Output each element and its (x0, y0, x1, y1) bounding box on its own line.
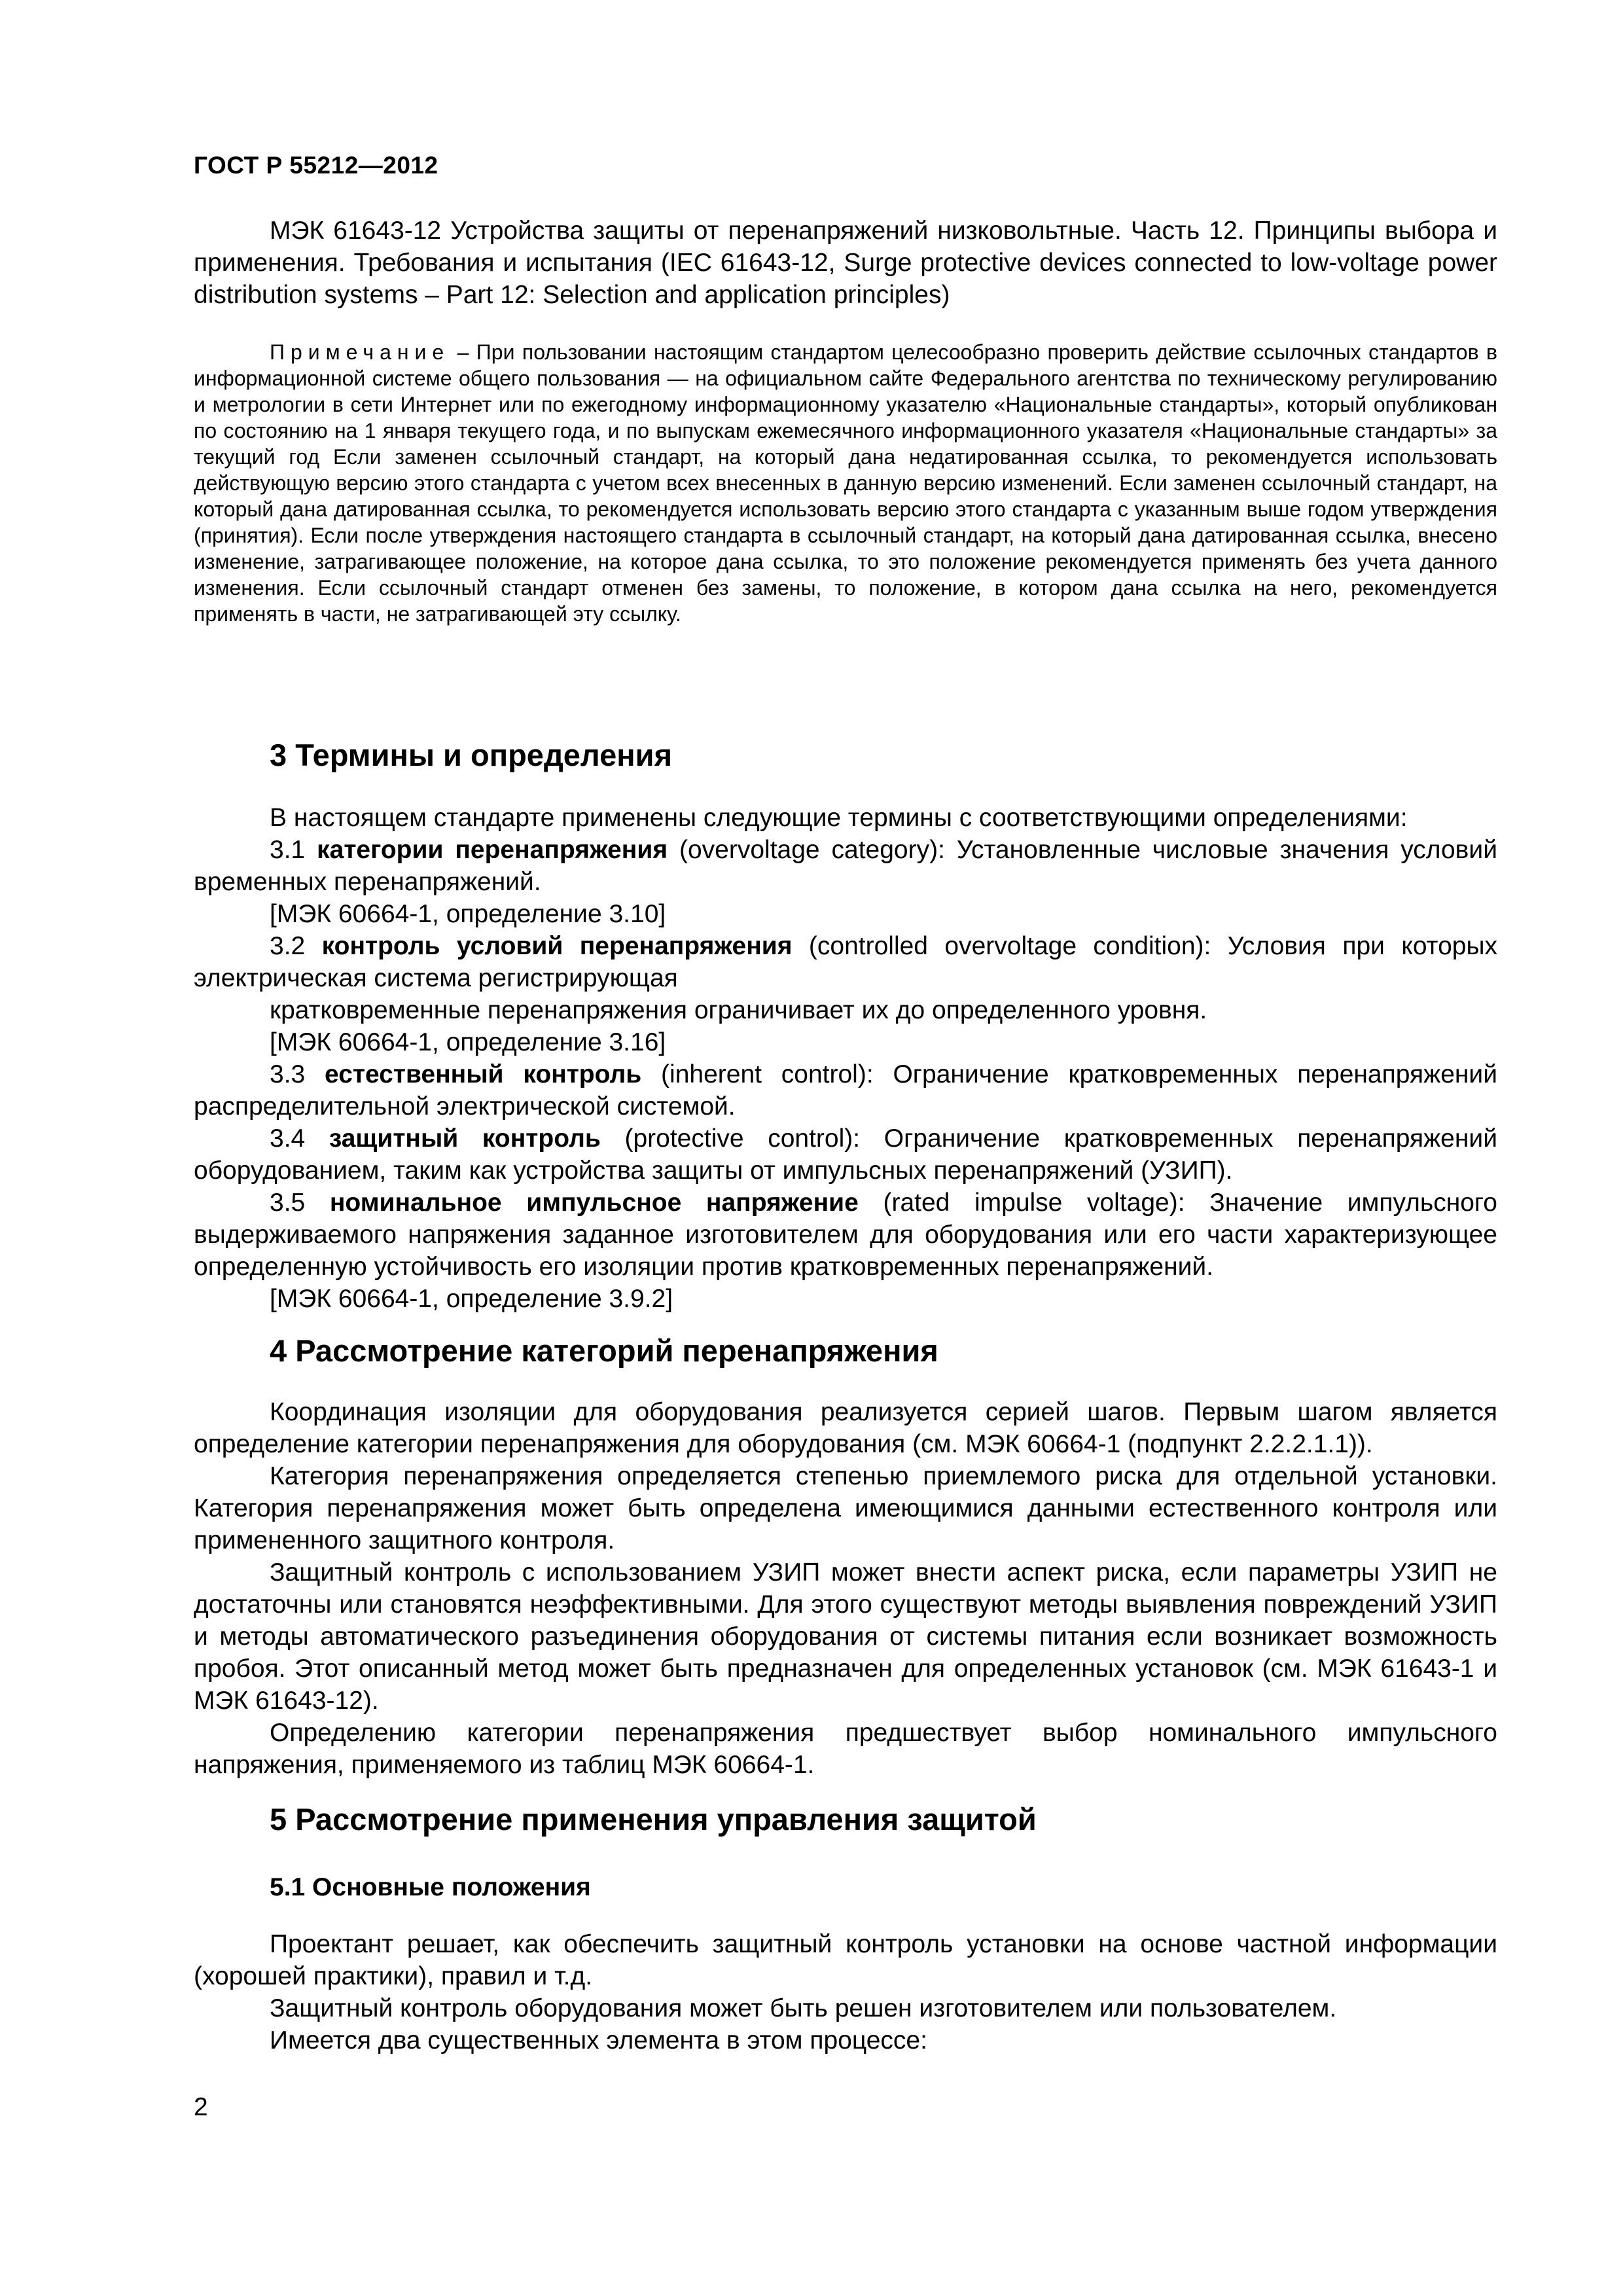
term-3-2-ref: [МЭК 60664-1, определение 3.16] (270, 1028, 666, 1056)
term-name: категории перенапряжения (317, 836, 668, 864)
document-id-header: ГОСТ Р 55212—2012 (194, 152, 438, 179)
reference-text: МЭК 61643-12 Устройства защиты от перенапряжений низковольтные. Часть 12. Принципы выбора и применения. Требования и испытания (IEC 61643-12, Surge protective devices connected to low-voltage power distribution systems – Part 12: Selection and application principles) (194, 217, 1497, 309)
term-3-5-ref: [МЭК 60664-1, определение 3.9.2] (270, 1285, 673, 1313)
term-definition: (controlled overvoltage condition): Условия при которых электрическая система регистрирующая (194, 932, 1497, 992)
term-definition: (overvoltage category): Установленные числовые значения условий временных перенапряжений. (194, 836, 1497, 896)
section-4-paragraph-4: Определению категории перенапряжения предшествует выбор номинального импульсного напряжения, применяемого из таблиц МЭК 60664-1. (194, 1719, 1497, 1779)
reference-entry (194, 215, 1497, 311)
term-name: номинальное импульсное напряжение (329, 1189, 859, 1217)
section-4-paragraph-2: Категория перенапряжения определяется степенью приемлемого риска для отдельной установки. Категория перенапряжения может быть определена имеющимися данными естественного контроля или примененного защитного контроля. (194, 1462, 1497, 1554)
section-5-heading: 5 Рассмотрение применения управления защитой (270, 1802, 1037, 1837)
term-name: естественный контроль (325, 1060, 642, 1088)
section-3-body (194, 802, 1497, 1315)
term-definition: (rated impulse voltage): Значение импульсного выдерживаемого напряжения заданное изготовителем для оборудования или его части характеризующее определенную устойчивость его изоляции против кратковременных перенапряжений. (194, 1189, 1497, 1281)
section-5-body (194, 1928, 1497, 2056)
term-3-2-continuation: кратковременные перенапряжения ограничивает их до определенного уровня. (270, 996, 1207, 1024)
term-definition: (protective control): Ограничение кратковременных перенапряжений оборудованием, таким как устройства защиты от импульсных перенапряжений (УЗИП). (194, 1124, 1497, 1185)
term-name: защитный контроль (329, 1124, 601, 1153)
note-block (194, 339, 1497, 627)
term-number: 3.4 (270, 1124, 329, 1153)
term-3-3 (194, 1058, 1497, 1122)
section-4-body (194, 1396, 1497, 1781)
note-label: Примечание (270, 340, 450, 364)
term-number: 3.3 (270, 1060, 325, 1088)
subsection-5-1-heading: 5.1 Основные положения (270, 1873, 591, 1901)
section-3-heading: 3 Термины и определения (270, 738, 672, 772)
note-text: – При пользовании настоящим стандартом целесообразно проверить действие ссылочных стандартов в информационной системе общего пользования — на официальном сайте Федерального агентства по техническому регулированию и метрологии в сети Интернет или по ежегодному информационному указателю «Национальные стандарты», который опубликован по состоянию на 1 января текущего года, и по выпускам ежемесячного информационного указателя «Национальные стандарты» за текущий год Если заменен ссылочный стандарт, на который дана недатированная ссылка, то рекомендуется использовать действующую версию этого стандарта с учетом всех внесенных в данную версию изменений. Если заменен ссылочный стандарт, на который дана датированная ссылка, то рекомендуется использовать версию этого стандарта с указанным выше годом утверждения (принятия). Если после утверждения настоящего стандарта в ссылочный стандарт, на который дана датированная ссылка, внесено изменение, затрагивающее положение, на которое дана ссылка, то это положение рекомендуется применять без учета данного изменения. Если ссылочный стандарт отменен без замены, то положение, в котором дана ссылка на него, рекомендуется применять в части, не затрагивающей эту ссылку. (194, 340, 1497, 626)
term-number: 3.2 (270, 932, 322, 960)
term-3-4 (194, 1122, 1497, 1187)
section-4-paragraph-1: Координация изоляции для оборудования реализуется серией шагов. Первым шагом является определение категории перенапряжения для оборудования (см. МЭК 60664-1 (подпункт 2.2.2.1.1)). (194, 1398, 1497, 1458)
section-4-paragraph-3: Защитный контроль с использованием УЗИП может внести аспект риска, если параметры УЗИП не достаточны или становятся неэффективными. Для этого существуют методы выявления повреждений УЗИП и методы автоматического разъединения оборудования от системы питания если возникает возможность пробоя. Этот описанный метод может быть предназначен для определенных установок (см. МЭК 61643-1 и МЭК 61643-12). (194, 1558, 1497, 1715)
section-3-intro: В настоящем стандарте применены следующие термины с соответствующими определениями: (270, 804, 1408, 832)
section-4-heading: 4 Рассмотрение категорий перенапряжения (270, 1333, 938, 1368)
term-name: контроль условий перенапряжения (321, 932, 793, 960)
note-paragraph (194, 339, 1497, 627)
term-3-2 (194, 930, 1497, 994)
page-number: 2 (194, 2093, 208, 2121)
term-3-1 (194, 834, 1497, 898)
term-3-1-ref: [МЭК 60664-1, определение 3.10] (270, 900, 666, 928)
term-3-5 (194, 1187, 1497, 1283)
term-number: 3.5 (270, 1189, 330, 1217)
term-definition: (inherent control): Ограничение кратковременных перенапряжений распределительной электрической системой. (194, 1060, 1497, 1121)
section-5-paragraph-1: Проектант решает, как обеспечить защитный контроль установки на основе частной информации (хорошей практики), правил и т.д. (194, 1930, 1497, 1990)
term-number: 3.1 (270, 836, 317, 864)
section-5-paragraph-3: Имеется два существенных элемента в этом процессе: (270, 2026, 927, 2054)
section-5-paragraph-2: Защитный контроль оборудования может быть решен изготовителем или пользователем. (270, 1994, 1337, 2022)
